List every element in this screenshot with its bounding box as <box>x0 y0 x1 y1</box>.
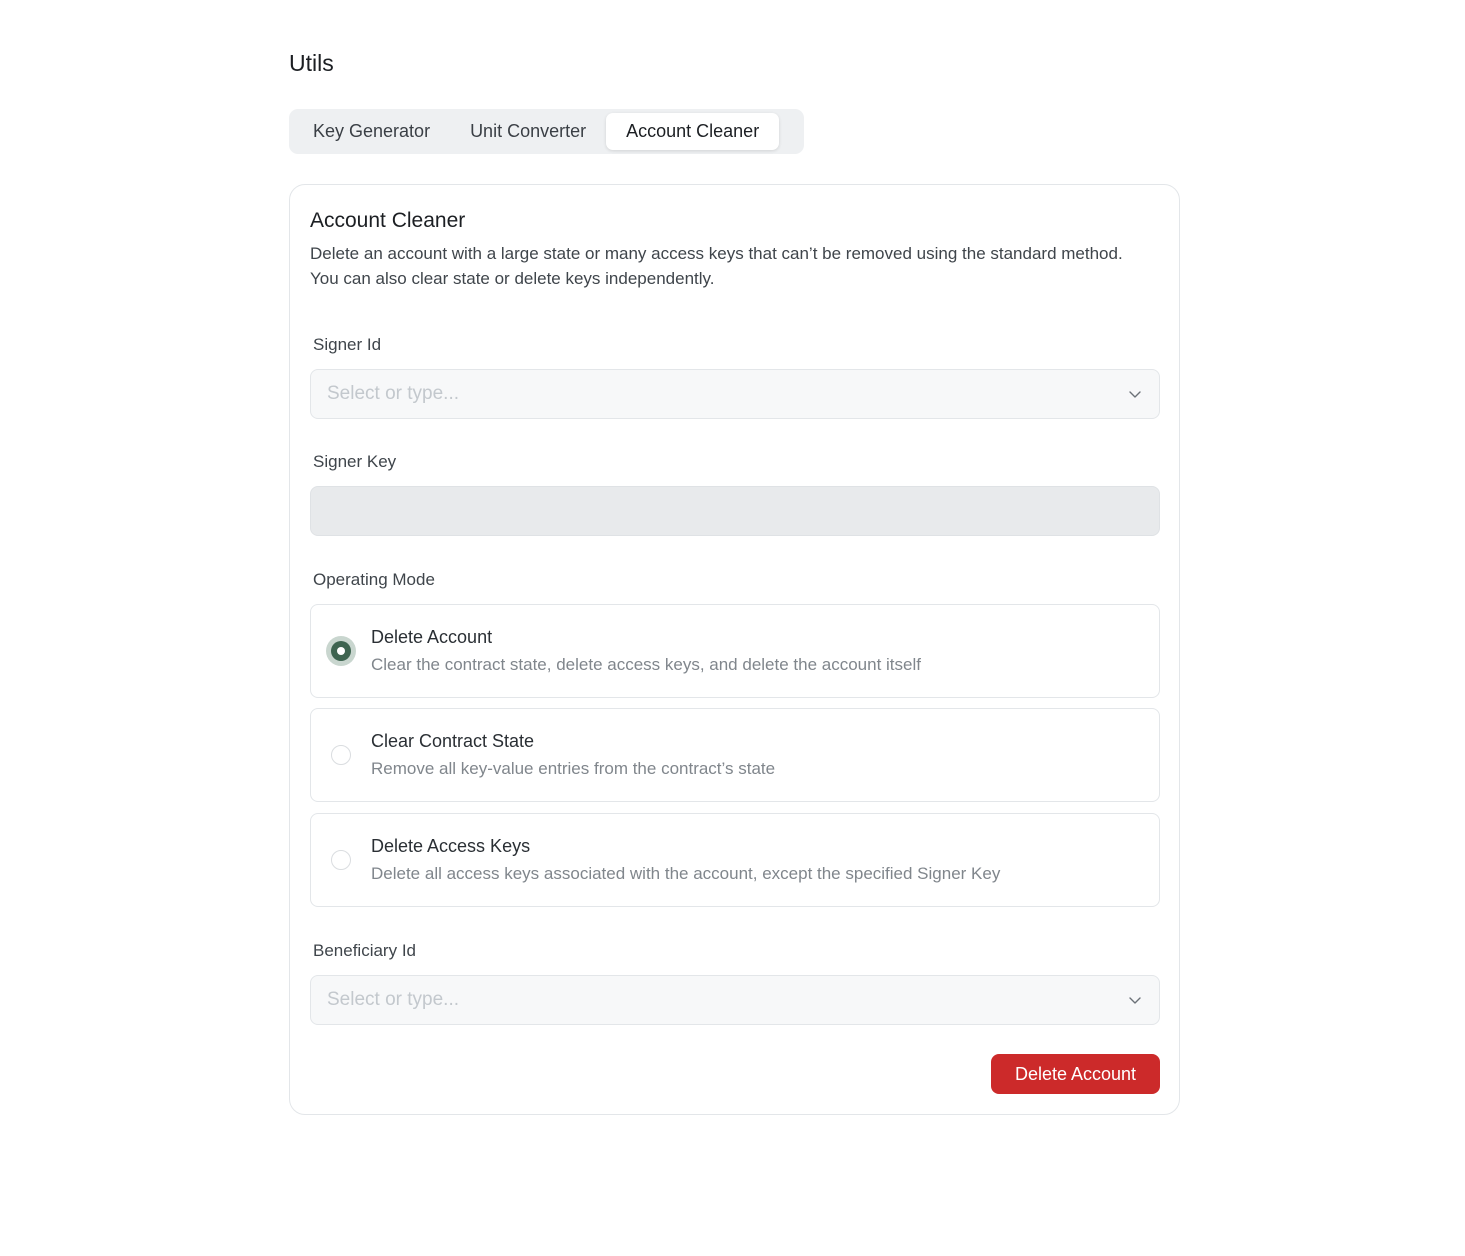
beneficiary-id-label: Beneficiary Id <box>313 941 416 960</box>
radio-unchecked[interactable] <box>331 850 351 870</box>
tab-account-cleaner[interactable]: Account Cleaner <box>606 113 779 150</box>
card-title: Account Cleaner <box>310 209 466 232</box>
beneficiary-id-placeholder: Select or type... <box>327 989 460 1010</box>
account-cleaner-card <box>289 184 1180 1115</box>
tab-bar <box>289 109 804 154</box>
radio-dot <box>337 647 345 655</box>
mode-option-clear-contract-state[interactable] <box>310 708 1160 802</box>
tab-key-generator[interactable]: Key Generator <box>313 121 431 141</box>
chevron-down-icon[interactable] <box>1127 386 1143 402</box>
delete-account-button[interactable]: Delete Account <box>991 1054 1160 1094</box>
signer-id-select[interactable] <box>310 369 1160 419</box>
radio-outer <box>331 641 351 661</box>
signer-key-label: Signer Key <box>313 452 397 471</box>
option-description: Remove all key-value entries from the contract’s state <box>371 759 776 778</box>
tab-unit-converter[interactable]: Unit Converter <box>470 121 587 141</box>
beneficiary-id-select[interactable] <box>310 975 1160 1025</box>
option-title: Delete Access Keys <box>371 836 531 856</box>
chevron-down-icon[interactable] <box>1127 992 1143 1008</box>
signer-id-label: Signer Id <box>313 335 382 354</box>
radio-checked[interactable] <box>326 636 356 666</box>
mode-option-delete-account[interactable] <box>310 604 1160 698</box>
operating-mode-label: Operating Mode <box>313 570 435 589</box>
radio-unchecked[interactable] <box>331 745 351 765</box>
signer-key-input <box>310 486 1160 536</box>
mode-option-delete-access-keys[interactable] <box>310 813 1160 907</box>
card-description: Delete an account with a large state or many access keys that can’t be removed using the standard method. You can also clear state or delete keys independently. <box>310 244 1123 288</box>
option-title: Delete Account <box>371 627 493 647</box>
option-title: Clear Contract State <box>371 731 535 751</box>
option-description: Clear the contract state, delete access keys, and delete the account itself <box>371 655 921 674</box>
page-title: Utils <box>289 50 334 76</box>
signer-id-placeholder: Select or type... <box>327 383 460 404</box>
option-description: Delete all access keys associated with the account, except the specified Signer Key <box>371 864 1001 883</box>
